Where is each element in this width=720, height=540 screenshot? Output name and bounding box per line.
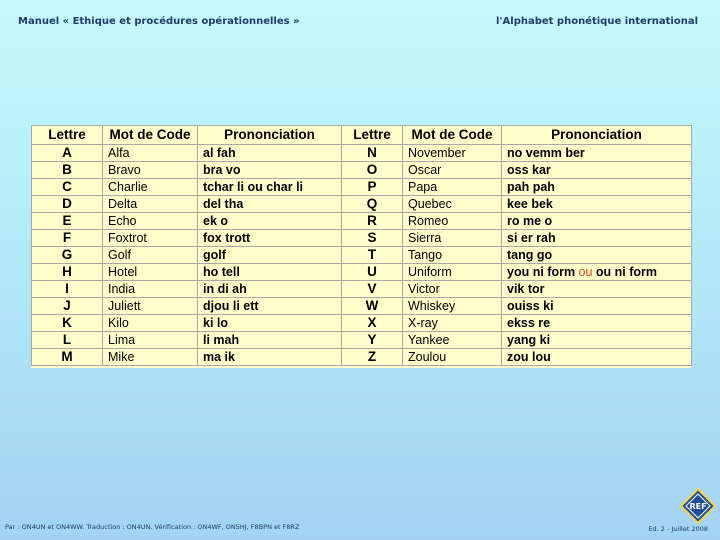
footer-edition: Ed. 2 - Juillet 2008 (648, 525, 708, 533)
left-pronunciation-cell: fox trott (198, 230, 342, 247)
left-letter-cell: I (32, 281, 103, 298)
header-lettre: Lettre (32, 126, 103, 145)
right-pronunciation-cell: zou lou (502, 349, 692, 366)
left-letter-cell: E (32, 213, 103, 230)
right-letter-cell: Q (342, 196, 403, 213)
left-pronunciation-cell: tchar li ou char li (198, 179, 342, 196)
right-pronunciation-cell: vik tor (502, 281, 692, 298)
right-letter-cell: O (342, 162, 403, 179)
right-letter-cell: V (342, 281, 403, 298)
left-code-word-cell: India (103, 281, 198, 298)
right-pronunciation-cell: pah pah (502, 179, 692, 196)
right-pronunciation-cell: kee bek (502, 196, 692, 213)
left-letter-cell: F (32, 230, 103, 247)
right-pronunciation-cell: yang ki (502, 332, 692, 349)
left-letter-cell: J (32, 298, 103, 315)
left-pronunciation-cell: ma ik (198, 349, 342, 366)
right-code-word-cell: Sierra (403, 230, 502, 247)
table-row (32, 264, 692, 281)
right-pronunciation-cell: tang go (502, 247, 692, 264)
left-letter-cell: D (32, 196, 103, 213)
right-code-word-cell: Papa (403, 179, 502, 196)
left-pronunciation-cell: djou li ett (198, 298, 342, 315)
right-letter-cell: S (342, 230, 403, 247)
left-code-word-cell: Echo (103, 213, 198, 230)
right-letter-cell: Y (342, 332, 403, 349)
left-letter-cell: G (32, 247, 103, 264)
left-code-word-cell: Delta (103, 196, 198, 213)
left-code-word-cell: Foxtrot (103, 230, 198, 247)
right-code-word-cell: Zoulou (403, 349, 502, 366)
left-code-word-cell: Kilo (103, 315, 198, 332)
left-code-word-cell: Charlie (103, 179, 198, 196)
table-row (32, 145, 692, 162)
left-pronunciation-cell: golf (198, 247, 342, 264)
phonetic-alphabet-table (31, 125, 691, 368)
right-pronunciation-cell: ro me o (502, 213, 692, 230)
left-code-word-cell: Bravo (103, 162, 198, 179)
right-code-word-cell: Victor (403, 281, 502, 298)
or-connector: ou (578, 265, 593, 279)
right-letter-cell: R (342, 213, 403, 230)
right-code-word-cell: November (403, 145, 502, 162)
left-code-word-cell: Alfa (103, 145, 198, 162)
ref-logo (680, 488, 716, 524)
left-code-word-cell: Hotel (103, 264, 198, 281)
table-row (32, 213, 692, 230)
right-letter-cell: Z (342, 349, 403, 366)
header-prononciation: Prononciation (502, 126, 692, 145)
left-pronunciation-cell: li mah (198, 332, 342, 349)
left-letter-cell: L (32, 332, 103, 349)
table-row (32, 349, 692, 366)
table-row (32, 196, 692, 213)
left-letter-cell: B (32, 162, 103, 179)
left-letter-cell: A (32, 145, 103, 162)
table-row (32, 230, 692, 247)
right-pronunciation-cell: oss kar (502, 162, 692, 179)
header-left-title: Manuel « Ethique et procédures opérationnelles » (18, 16, 300, 27)
right-pronunciation-cell: no vemm ber (502, 145, 692, 162)
left-pronunciation-cell: al fah (198, 145, 342, 162)
table-row (32, 315, 692, 332)
left-code-word-cell: Juliett (103, 298, 198, 315)
right-code-word-cell: X-ray (403, 315, 502, 332)
right-letter-cell: W (342, 298, 403, 315)
table-row (32, 162, 692, 179)
header-mot-de-code: Mot de Code (403, 126, 502, 145)
right-code-word-cell: Tango (403, 247, 502, 264)
header-right-title: l'Alphabet phonétique international (496, 16, 698, 27)
ref-logo-text: REF (689, 502, 707, 511)
header-prononciation: Prononciation (198, 126, 342, 145)
right-letter-cell: U (342, 264, 403, 281)
right-pronunciation-cell: ekss re (502, 315, 692, 332)
right-code-word-cell: Yankee (403, 332, 502, 349)
table-row (32, 179, 692, 196)
right-pronunciation-cell: ouiss ki (502, 298, 692, 315)
table-row (32, 298, 692, 315)
left-pronunciation-cell: ek o (198, 213, 342, 230)
table-row (32, 281, 692, 298)
left-pronunciation-cell: ki lo (198, 315, 342, 332)
left-code-word-cell: Golf (103, 247, 198, 264)
left-code-word-cell: Lima (103, 332, 198, 349)
right-code-word-cell: Oscar (403, 162, 502, 179)
footer-credits: Par : ON4UN et ON4WW. Traduction : ON4UN. Vérification : ON4WF, ON5HJ, F8BPN et F8RZ (5, 523, 300, 531)
left-letter-cell: C (32, 179, 103, 196)
right-code-word-cell: Whiskey (403, 298, 502, 315)
right-code-word-cell: Uniform (403, 264, 502, 281)
right-pronunciation-cell: you ni form ou ou ni form (502, 264, 692, 281)
right-code-word-cell: Quebec (403, 196, 502, 213)
right-letter-cell: N (342, 145, 403, 162)
table-row (32, 247, 692, 264)
left-pronunciation-cell: bra vo (198, 162, 342, 179)
header-lettre: Lettre (342, 126, 403, 145)
right-letter-cell: X (342, 315, 403, 332)
table-row (32, 332, 692, 349)
left-pronunciation-cell: del tha (198, 196, 342, 213)
header-mot-de-code: Mot de Code (103, 126, 198, 145)
table-header-row (32, 126, 692, 145)
right-letter-cell: T (342, 247, 403, 264)
left-letter-cell: K (32, 315, 103, 332)
left-letter-cell: H (32, 264, 103, 281)
right-pronunciation-cell: si er rah (502, 230, 692, 247)
left-pronunciation-cell: in di ah (198, 281, 342, 298)
right-code-word-cell: Romeo (403, 213, 502, 230)
left-pronunciation-cell: ho tell (198, 264, 342, 281)
left-letter-cell: M (32, 349, 103, 366)
left-code-word-cell: Mike (103, 349, 198, 366)
right-letter-cell: P (342, 179, 403, 196)
